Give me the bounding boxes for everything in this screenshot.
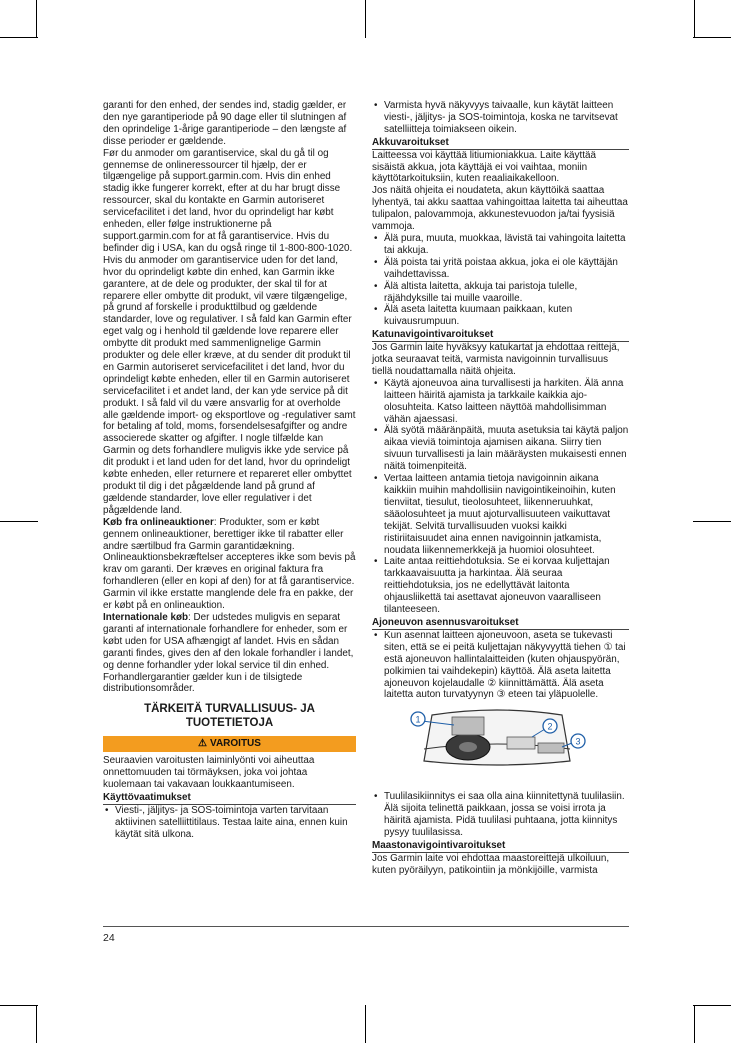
list-item: • Viesti-, jäljitys- ja SOS-toimintoja varten tarvitaan aktiivinen satelliittitilaus. Testaa laite aina, ennen kuin käytät sitä ulkona. (103, 805, 356, 841)
crop-mark (0, 37, 38, 38)
page-number: 24 (103, 932, 115, 944)
steering-wheel-center (459, 742, 477, 752)
crop-mark (0, 1005, 38, 1006)
list-item: • Tuulilasikiinnitys ei saa olla aina kiinnitettynä tuulilasiin. Älä sijoita telinettä paikkaan, jossa se voisi irrota ja häiritä ajamista. Pidä tuulilasi puhtaana, jotta kiinnitys pysyy tuulilasissa. (372, 791, 629, 839)
list-item: • Kun asennat laitteen ajoneuvoon, aseta se tukevasti siten, että se ei peitä kuljettajan näkyvyyttä tiehen ① tai estä ajoneuvon hallintalaitteiden (kuten ohjauspyörän, polkimien tai vaihdekepin) käyttöä. Älä aseta laitetta ajoneuvon kojelaudalle ② kiinnittämättä. Älä aseta laitetta auton turvatyynyn ③ eteen tai yläpuolelle. (372, 630, 629, 701)
list-item: • Älä altista laitetta, akkuja tai paristoja tulelle, räjähdyksille tai muille vaaroille. (372, 281, 629, 305)
usage-heading: Käyttövaatimukset (103, 792, 356, 805)
crop-mark (0, 521, 38, 522)
list-item: • Älä syötä määränpäitä, muuta asetuksia tai käytä paljon aikaa vieviä toimintoja ajamisen aikana. Siirry tien sivuun turvallisesti ja lain määräysten mukaisesti ennen näitä toimenpiteitä. (372, 425, 629, 473)
warranty-paragraph: Før du anmoder om garantiservice, skal du gå til og gennemse de onlineressourcer til hjælp, der er tilgængelige på support.garmin.com. Hvis din enhed stadig ikke fungerer korrekt, efter at du har brugt disse ressourcer, skal du kontakte en Garmin autoriseret servicefacilitet i det land, hvor du oprindeligt har købt enheden, eller følge instruktionerne på support.garmin.com for at få garantiservice. Hvis du befinder dig i USA, kan du også ringe til 1-800-800-1020. (103, 147, 353, 254)
crop-mark (365, 0, 366, 38)
terrain-nav-heading: Maastonavigointivaroitukset (372, 840, 629, 853)
battery-heading: Akkuvaroitukset (372, 137, 629, 150)
online-auction-paragraph (103, 517, 356, 612)
international-purchase-paragraph (103, 612, 356, 695)
vehicle-mount-list-2 (372, 791, 629, 839)
international-purchase-label: Internationale køb (103, 611, 189, 623)
dashboard-zone (507, 737, 535, 749)
battery-paragraph: Laitteessa voi käyttää litiumioniakkua. Laite käyttää sisäistä akkua, jota käyttäjä ei voi vaihtaa, moniin käyttötarkoituksiin, kuten reaaliaikakelloon. (372, 149, 596, 185)
list-item: • Varmista hyvä näkyvyys taivaalle, kun käytät laitteen viesti-, jäljitys- ja SOS-toimintoja, koska ne tarvitsevat satelliitteja toimiakseen oikein. (372, 100, 629, 136)
battery-paragraph: Jos näitä ohjeita ei noudateta, akun käyttöikä saattaa lyhentyä, tai akku saattaa vahingoittaa laitetta tai aiheuttaa tulipalon, palovammoja, akkunestevuodon ja/tai fyysisiä vammoja. (372, 185, 628, 233)
dashboard-mounting-illustration (402, 707, 592, 779)
vehicle-mount-list (372, 630, 629, 701)
list-item: • Vertaa laitteen antamia tietoja navigoinnin aikana kaikkiin muihin mahdollisiin navigointikeinoihin, kuten tienviitat, tiesulut, tieolosuhteet, liikenneruuhkat, sääolosuhteet ja muut ajoturvallisuuteen vaikuttavat tekijät. Selvitä turvallisuuden vuoksi kaikki ristiriitaisuudet aina ennen navigoinnin jatkamista, noudata liikennemerkkejä ja huomioi olosuhteet. (372, 473, 629, 556)
airbag-zone (538, 743, 564, 753)
blocked-zone (452, 717, 484, 735)
warning-banner (103, 736, 356, 752)
footer-rule (103, 926, 629, 927)
callout-1-label: 1 (415, 714, 421, 725)
callout-2-label: 2 (547, 721, 553, 732)
right-column (372, 100, 629, 877)
vehicle-mount-heading: Ajoneuvon asennusvaroitukset (372, 617, 629, 630)
crop-mark (365, 1005, 366, 1043)
warning-text: Seuraavien varoitusten laiminlyönti voi aiheuttaa onnettomuuden tai törmäyksen, joka voi johtaa kuolemaan tai vakavaan loukkaantumiseen. (103, 755, 315, 791)
international-purchase-text: : Der udstedes muligvis en separat garanti af internationale forhandlere for enheder, som er købt uden for USA afhængigt af landet. Hvis en sådan garanti findes, gives den af den lokale forhandler i landet, og denne forhandler yder lokal service til din enhed. Forhandlergarantier gælder kun i de tilsigtede distributionsområder. (103, 611, 354, 695)
section-title: TÄRKEITÄ TURVALLISUUS- JA TUOTETIETOJA (144, 703, 315, 729)
list-item: • Älä poista tai yritä poistaa akkua, joka ei ole käyttäjän vaihdettavissa. (372, 257, 629, 281)
list-item: • Älä pura, muuta, muokkaa, lävistä tai vahingoita laitetta tai akkuja. (372, 233, 629, 257)
online-auction-label: Køb fra onlineauktioner (103, 516, 214, 528)
list-item: • Älä aseta laitetta kuumaan paikkaan, kuten kuivausrumpuun. (372, 304, 629, 328)
street-nav-list (372, 378, 629, 616)
warranty-paragraph: garanti for den enhed, der sendes ind, stadig gælder, er den nye garantiperiode på 90 dage eller til slutningen af den oprindelige 1-årige garantiperiode – den længste af disse perioder er gældende. (103, 100, 347, 147)
crop-mark (36, 1005, 37, 1043)
windshield-outline (424, 710, 570, 765)
warranty-paragraph: Hvis du anmoder om garantiservice uden for det land, hvor du oprindeligt købte din enhed, kan Garmin ikke garantere, at de dele og produkter, der skal til for at reparere eller ombytte dit produkt, vil være tilgængelige, på grund af forskelle i produkttilbud og gældende standarder, love og regulativer. I så fald kan Garmin efter eget valg og i henhold til gældende love reparere eller ombytte dit produkt med sammenlignelige Garmin produkter og dele eller kræve, at du sender dit produkt til en Garmin autoriseret servicefacilitet i det land, hvor du oprindeligt købte enheden, eller til en Garmin autoriseret servicefacilitet i et andet land, der kan yde service på dit produkt. I så fald vil du være ansvarlig for at overholde alle gældende import- og eksportlove og -regulativer samt for betaling af told, moms, forsendelsesafgifter og andre associerede skatter og afgifter. I nogle tilfælde kan Garmin og dets forhandlere muligvis ikke yde service på dit produkt i et land uden for det land, hvor du oprindeligt købte enheden, eller returnere et repareret eller ombyttet produkt til dig i det pågældende land på grund af gældende standarder, love eller regulativer i det pågældende land. (103, 254, 356, 516)
battery-list (372, 233, 629, 328)
crop-mark (694, 1005, 695, 1043)
warning-triangle-icon: ⚠ (198, 738, 208, 750)
street-nav-heading: Katunavigointivaroitukset (372, 329, 629, 342)
street-nav-paragraph: Jos Garmin laite hyväksyy katukartat ja ehdottaa reittejä, jotka seuraavat teitä, varmista navigoinnin turvallisuus tiellä noudattamalla näitä ohjeita. (372, 342, 620, 377)
usage-list (103, 805, 356, 841)
usage-list-continued (372, 100, 629, 136)
crop-mark (693, 1005, 731, 1006)
terrain-nav-paragraph: Jos Garmin laite voi ehdottaa maastoreittejä ulkoiluun, kuten pyöräilyyn, patikointiin ja mönkijöille, varmista (372, 852, 610, 876)
crop-mark (36, 0, 37, 38)
crop-mark (693, 521, 731, 522)
crop-mark (693, 37, 731, 38)
list-item: • Laite antaa reittiehdotuksia. Se ei korvaa kuljettajan tarkkaavaisuutta ja harkintaa. Älä seuraa reittiehdotuksia, jos ne edellyttävät laitonta ohjausliikettä tai asettavat ajoneuvon vaaralliseen tilanteeseen. (372, 556, 629, 616)
list-item: • Käytä ajoneuvoa aina turvallisesti ja harkiten. Älä anna laitteen häiritä ajamista ja tarkkaile kaikkia ajo-olosuhteita. Katso laitteen näyttöä mahdollisimman vähän ajaessasi. (372, 378, 629, 426)
callout-3-label: 3 (575, 736, 581, 747)
left-column (103, 100, 356, 841)
warning-label: VAROITUS (210, 738, 261, 750)
crop-mark (694, 0, 695, 38)
online-auction-text: : Produkter, som er købt gennem onlineauktioner, berettiger ikke til rabatter eller andre særtilbud fra Garmin garantidækning. Onlineauktionsbekræftelser accepteres ikke som bevis på krav om garanti. Der kræves en original faktura fra forhandleren (eller en kopi af den) for at få garantiservice. Garmin vil ikke erstatte manglende dele fra en pakke, der er købt på en onlineauktion. (103, 516, 356, 612)
